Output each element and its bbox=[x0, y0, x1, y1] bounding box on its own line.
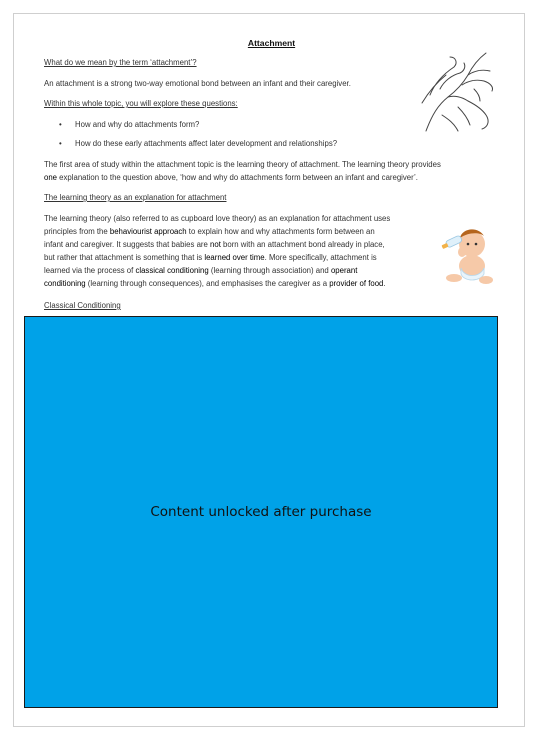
bullet-text: How do these early attachments affect later development and relationships? bbox=[75, 139, 338, 148]
emphasis-text: learned over time bbox=[204, 253, 265, 262]
emphasis-text: behaviourist approach bbox=[109, 227, 187, 236]
learning-theory-line bbox=[44, 278, 386, 291]
baby-bottle-icon bbox=[440, 222, 496, 286]
bullet-dot: • bbox=[59, 139, 62, 148]
learning-theory-heading: The learning theory as an explanation for attachment bbox=[44, 193, 227, 202]
definition-text: An attachment is a strong two-way emotional bond between an infant and their caregiver. bbox=[44, 79, 351, 88]
page-title: Attachment bbox=[247, 38, 296, 48]
hands-icon bbox=[418, 45, 498, 137]
emphasis-text: operant bbox=[330, 266, 358, 275]
paragraph-text: The learning theory (also referred to as cupboard love theory) as an explanation for attachment uses bbox=[44, 214, 391, 223]
intro-text: explanation to the question above, ‘how and why do attachments form between an infant and caregiver’. bbox=[57, 173, 418, 182]
learning-theory-line bbox=[44, 265, 357, 278]
question-heading: What do we mean by the term ‘attachment’? bbox=[44, 58, 197, 67]
emphasis-text: conditioning bbox=[44, 279, 86, 288]
emphasis-text: classical conditioning bbox=[135, 266, 209, 275]
paragraph-text: (learning through association) and bbox=[208, 266, 331, 275]
emphasis-one: one bbox=[44, 173, 58, 182]
locked-content-label: Content unlocked after purchase bbox=[150, 504, 372, 520]
paragraph-text: infant and caregiver. It suggests that babies are bbox=[44, 240, 211, 249]
locked-content-overlay bbox=[24, 316, 498, 708]
paragraph-text: . More specifically, attachment is bbox=[264, 253, 377, 262]
paragraph-text: learned via the process of bbox=[44, 266, 136, 275]
paragraph-text: (learning through consequences), and emphasises the caregiver as a bbox=[85, 279, 330, 288]
paragraph-text: . bbox=[383, 279, 386, 288]
learning-theory-line bbox=[44, 252, 377, 265]
paragraph-text: principles from the bbox=[44, 227, 110, 236]
classical-conditioning-heading: Classical Conditioning bbox=[44, 301, 121, 310]
paragraph-text: but rather that attachment is something that is bbox=[44, 253, 205, 262]
paragraph-text: born with an attachment bond already in place, bbox=[220, 240, 385, 249]
bullet-dot: • bbox=[59, 120, 62, 129]
bullet-text: How and why do attachments form? bbox=[75, 120, 200, 129]
intro-line-1: The first area of study within the attachment topic is the learning theory of attachment. The learning theory provides bbox=[44, 160, 441, 169]
learning-theory-line bbox=[44, 213, 390, 226]
learning-theory-line bbox=[44, 239, 385, 252]
emphasis-text: not bbox=[210, 240, 221, 249]
intro-line-2 bbox=[44, 172, 418, 185]
emphasis-text: provider of food bbox=[329, 279, 384, 288]
learning-theory-line bbox=[44, 226, 375, 239]
explore-heading: Within this whole topic, you will explore these questions: bbox=[44, 99, 238, 108]
paragraph-text: to explain how and why attachments form between an bbox=[186, 227, 375, 236]
